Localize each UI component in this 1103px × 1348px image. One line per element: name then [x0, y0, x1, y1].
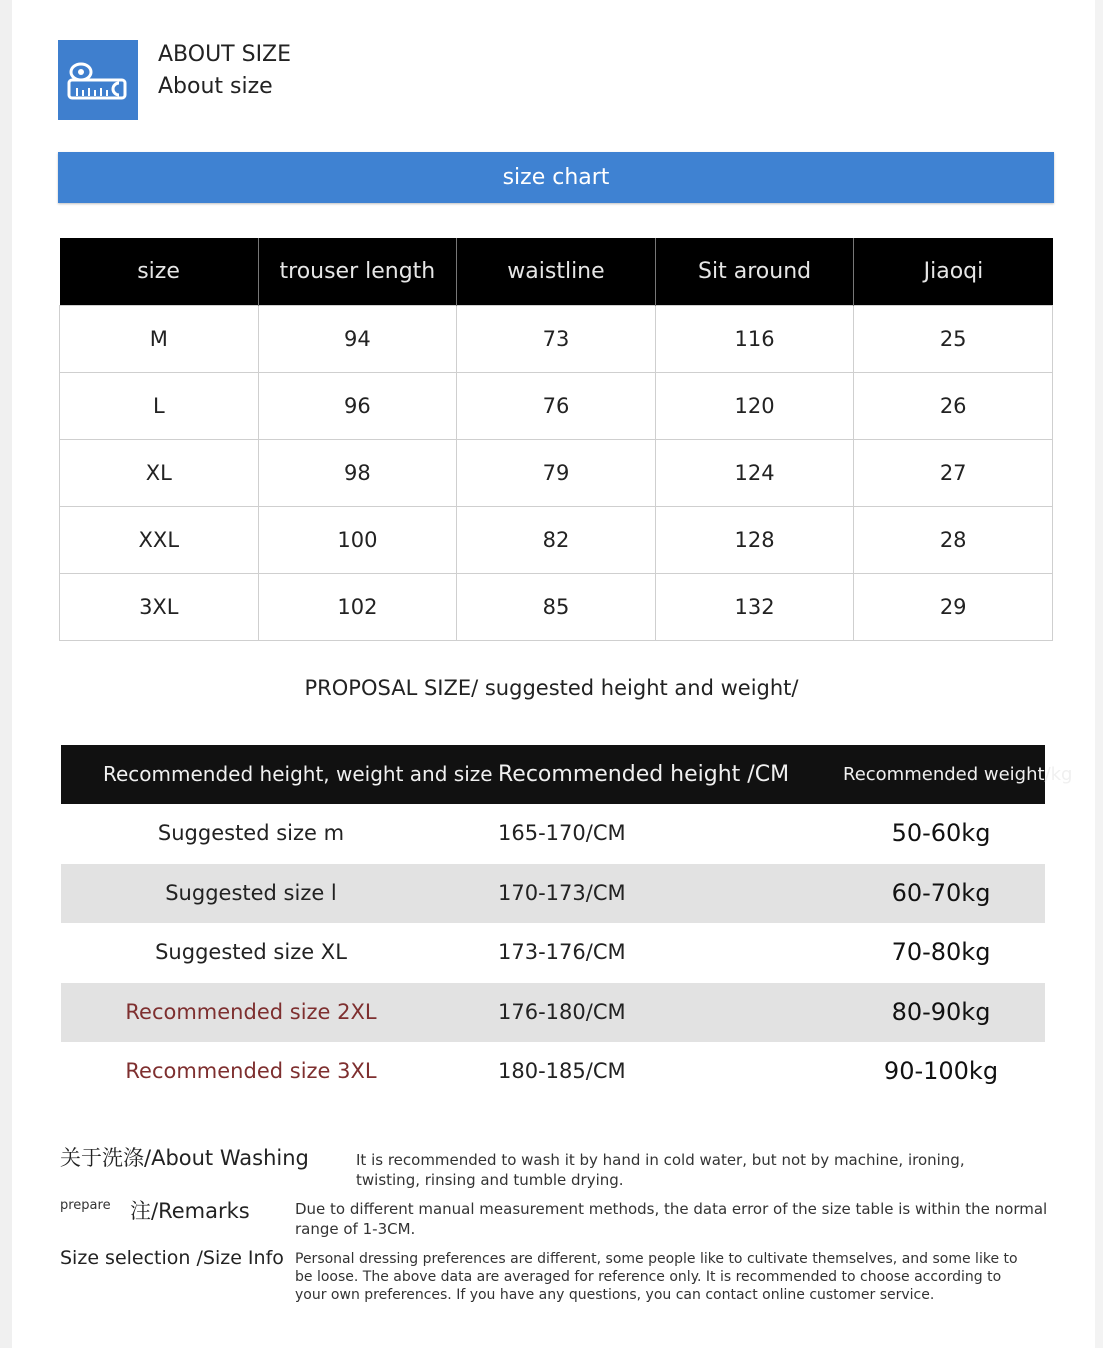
table-row — [60, 306, 1053, 373]
size-chart-banner-label: size chart — [502, 165, 610, 190]
rec-col-size: Recommended height, weight and size — [103, 762, 493, 786]
cell-waistline: 73 — [457, 306, 656, 373]
rec-size: Recommended size 3XL — [125, 1059, 377, 1083]
cell-sit-around: 116 — [655, 306, 854, 373]
rec-weight: 70-80kg — [891, 938, 991, 966]
cell-waistline: 82 — [457, 507, 656, 574]
col-trouser-length: trouser length — [258, 238, 457, 306]
rec-weight: 80-90kg — [891, 998, 991, 1026]
cell-trouser-length: 98 — [258, 440, 457, 507]
rec-size: Suggested size XL — [155, 940, 347, 964]
col-jiaoqi: Jiaoqi — [854, 238, 1053, 306]
cell-jiaoqi: 28 — [854, 507, 1053, 574]
cell-waistline: 76 — [457, 373, 656, 440]
rec-height: 173-176/CM — [498, 940, 626, 964]
rec-weight: 50-60kg — [891, 819, 991, 847]
cell-jiaoqi: 25 — [854, 306, 1053, 373]
col-size: size — [60, 238, 259, 306]
cell-size: XXL — [60, 507, 259, 574]
size-chart-header-row — [60, 238, 1053, 306]
tape-measure-icon — [58, 40, 138, 120]
header-title: ABOUT SIZE — [158, 42, 292, 67]
right-edge — [1095, 0, 1103, 1348]
rec-height: 180-185/CM — [498, 1059, 626, 1083]
cell-sit-around: 120 — [655, 373, 854, 440]
rec-size: Suggested size l — [165, 881, 337, 905]
recommendation-row — [61, 864, 1045, 923]
col-waistline: waistline — [457, 238, 656, 306]
cell-sit-around: 124 — [655, 440, 854, 507]
left-edge — [0, 0, 12, 1348]
rec-col-height: Recommended height /CM — [498, 762, 790, 787]
cell-trouser-length: 94 — [258, 306, 457, 373]
remarks-title: 注/Remarks — [130, 1199, 250, 1223]
size-selection-text: Personal dressing preferences are different, some people like to cultivate themselves, and some like to be loose. The above data are averaged for reference only. It is recommended to choose according to your own preferences. If you have any questions, you can contact online customer service. — [295, 1251, 1018, 1303]
recommendation-row — [61, 983, 1045, 1042]
cell-sit-around: 132 — [655, 574, 854, 641]
rec-size: Recommended size 2XL — [125, 1000, 377, 1024]
size-selection-title: Size selection /Size Info — [60, 1247, 284, 1269]
washing-text: It is recommended to wash it by hand in cold water, but not by machine, ironing, twisting, rinsing and tumble drying. — [356, 1151, 965, 1189]
proposal-title: PROPOSAL SIZE/ suggested height and weight/ — [304, 676, 799, 700]
col-sit-around: Sit around — [655, 238, 854, 306]
cell-waistline: 79 — [457, 440, 656, 507]
cell-jiaoqi: 29 — [854, 574, 1053, 641]
rec-size: Suggested size m — [157, 821, 345, 845]
recommendation-row — [61, 804, 1045, 863]
washing-title: 关于洗涤/About Washing — [60, 1146, 309, 1170]
rec-weight: 60-70kg — [891, 879, 991, 907]
cell-size: M — [60, 306, 259, 373]
cell-trouser-length: 102 — [258, 574, 457, 641]
recommendation-row — [61, 923, 1045, 982]
cell-jiaoqi: 27 — [854, 440, 1053, 507]
prepare-label: prepare — [60, 1198, 111, 1213]
cell-size: 3XL — [60, 574, 259, 641]
cell-size: XL — [60, 440, 259, 507]
cell-jiaoqi: 26 — [854, 373, 1053, 440]
rec-height: 176-180/CM — [498, 1000, 626, 1024]
header-subtitle: About size — [158, 74, 273, 99]
rec-col-weight: Recommended weight/kg — [843, 764, 1073, 785]
size-chart-table — [59, 238, 1053, 641]
cell-trouser-length: 96 — [258, 373, 457, 440]
rec-weight: 90-100kg — [883, 1057, 999, 1085]
recommendation-header — [61, 745, 1073, 804]
table-row — [60, 373, 1053, 440]
cell-sit-around: 128 — [655, 507, 854, 574]
table-row — [60, 574, 1053, 641]
rec-height: 165-170/CM — [498, 821, 626, 845]
cell-size: L — [60, 373, 259, 440]
remarks-text: Due to different manual measurement methods, the data error of the size table is within the normal range of 1-3CM. — [295, 1200, 1048, 1238]
size-chart-banner — [58, 152, 1054, 203]
table-row — [60, 507, 1053, 574]
rec-height: 170-173/CM — [498, 881, 626, 905]
cell-trouser-length: 100 — [258, 507, 457, 574]
cell-waistline: 85 — [457, 574, 656, 641]
recommendation-row — [61, 1042, 1045, 1101]
table-row — [60, 440, 1053, 507]
